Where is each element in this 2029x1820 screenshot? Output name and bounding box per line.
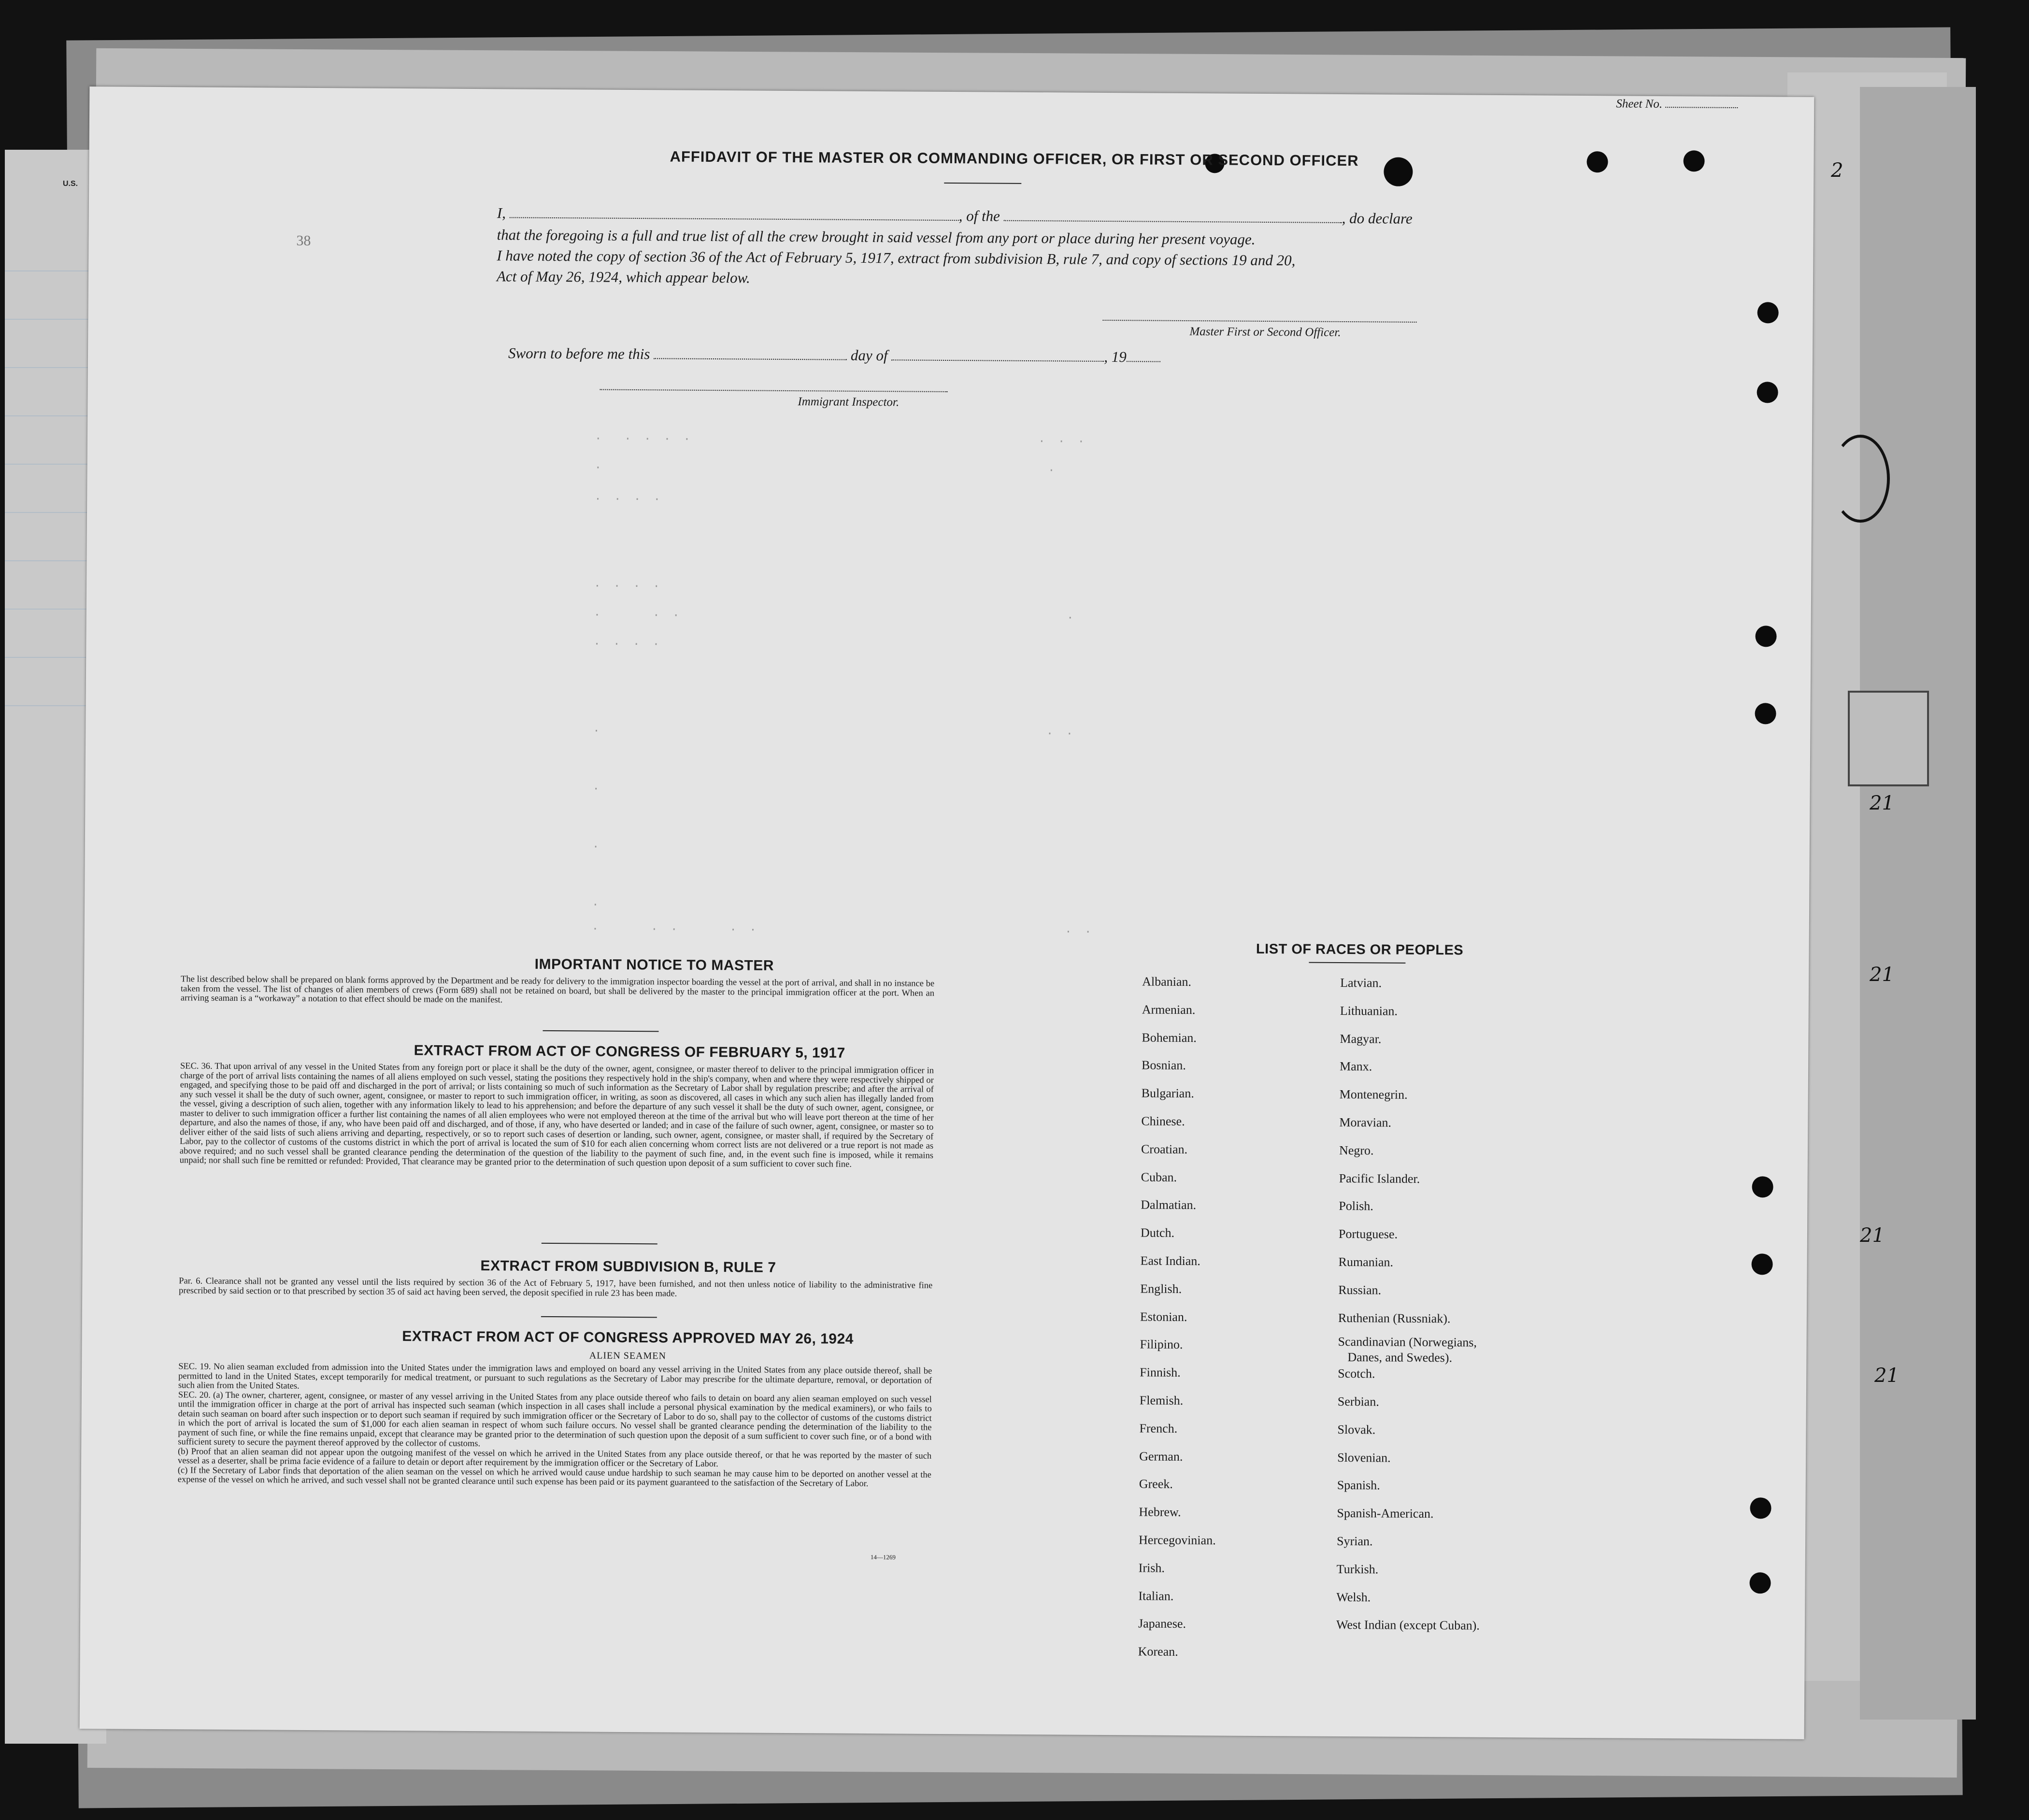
race-item: Japanese.: [1138, 1616, 1186, 1631]
race-item: Lithuanian.: [1340, 1003, 1398, 1018]
race-item: Scandinavian (Norwegians,: [1338, 1335, 1477, 1350]
race-item: Portuguese.: [1338, 1227, 1398, 1241]
punch-hole: [1683, 150, 1704, 171]
punch-hole: [1755, 626, 1776, 647]
race-item: Magyar.: [1340, 1031, 1382, 1046]
section-20b: (b) Proof that an alien seaman did not appear upon the outgoing manifest of the vessel on which he arrived in the United States from any place outside thereof, or that he was reported by the master of such vessel as a deserter, shall be prima facie evidence of a failure to detain or deport after requirement by the immigration officer or the Secretary of Labor.: [177, 1446, 932, 1469]
race-item: Pacific Islander.: [1339, 1171, 1420, 1186]
handwritten-circle-mark: [1831, 435, 1890, 523]
race-item: Bulgarian.: [1141, 1086, 1194, 1101]
extract-1924-text: [178, 1362, 932, 1489]
race-item: Negro.: [1339, 1143, 1374, 1158]
race-item: Polish.: [1339, 1199, 1373, 1213]
race-item: East Indian.: [1140, 1253, 1200, 1268]
race-item: Dutch.: [1140, 1225, 1175, 1240]
race-item: Danes, and Swedes).: [1347, 1350, 1453, 1365]
count-mark: 21: [1860, 1224, 1885, 1247]
race-item: German.: [1139, 1449, 1183, 1464]
race-item: Moravian.: [1339, 1115, 1392, 1130]
race-item: Albanian.: [1142, 974, 1192, 989]
notice-title: IMPORTANT NOTICE TO MASTER: [534, 956, 774, 974]
race-item: Bohemian.: [1142, 1030, 1197, 1045]
race-item: Cuban.: [1141, 1170, 1177, 1184]
race-item: Turkish.: [1336, 1562, 1379, 1577]
punch-hole: [1752, 1176, 1773, 1197]
race-item: Ruthenian (Russniak).: [1338, 1310, 1451, 1325]
race-item: Welsh.: [1336, 1590, 1371, 1604]
race-item: Bosnian.: [1141, 1058, 1186, 1073]
extract-1917-title: EXTRACT FROM ACT OF CONGRESS OF FEBRUARY 5, 1917: [414, 1042, 845, 1061]
sheet-number-label: Sheet No.: [1616, 94, 1738, 112]
race-item: Italian.: [1138, 1589, 1174, 1603]
affidavit-title: AFFIDAVIT OF THE MASTER OR COMMANDING OFFICER, OR FIRST OR SECOND OFFICER: [670, 148, 1359, 170]
punch-hole: [1757, 382, 1778, 403]
manifest-back-page: Sheet No. 38 AFFIDAVIT OF THE MASTER OR COMMANDING OFFICER, OR FIRST OR SECOND OFFICER I, , of the , do declare that the foregoing is a full and true list of all the crew brought in said vessel from any port or place during her present voyage. I have noted the copy of section 36 of the Act of February 5, 1917, extract from subdivision B, rule 7, and copy of sections 19 and 20, Act of May 26, 1924, which appear below. Master First or Second Officer. Sworn to before me this day of , 19 Immigrant Inspector. . . . . . . . . . . . . . . . . . . . . . . . . . . . . . . . . . . . . . . . IMPORTANT NOTICE TO MASTER The list described below shall be prepared on blank forms approved by the Department and be ready for delivery to the immigration inspector boarding the vessel at the port of arrival, and shall in no instance be taken from the vessel. The list of changes of alien members of crews (Form 689) shall not be retained on board, but shall be delivered by the master to the principal immigration officer at the port. When an arriving seaman is a “workaway” a notation to that effect should be made on the manifest. EXTRACT FROM ACT OF CONGRESS OF FEBRUARY 5, 1917 SEC. 36. That upon arrival of any vessel in the United States from any foreign port or place it shall be the duty of the owner, agent, consignee, or master thereof to deliver to the principal immigration officer in charge of the port of arrival lists containing the names of all aliens employed on such vessel, stating the positions they respectively hold in the ship's company, when and where they were respectively shipped or engaged, and specifying those to be paid off and discharged in the port of arrival; or lists containing so much of such information as the Secretary of Labor shall by regulation prescribe; and after the arrival of any such vessel it shall be the duty of such owner, agent, consignee, or master to report to such immigration officer, in writing, as soon as discovered, all cases in which any such alien has illegally landed from the vessel, giving a description of such alien, together with any information likely to lead to his apprehension; and before the departure of any such vessel it shall be the duty of such owner, agent, consignee, or master to deliver to such immigration officer a further list containing the names of all alien employees who were not employed thereon at the time of the arrival but who will leave port thereon at the time of her departure, and also the names of those, if any, who have been paid off and discharged, and of those, if any, who have deserted or landed; and in case of the failure of such owner, agent, consignee, or master so to deliver either of the said lists of such aliens arriving and departing, respectively, or so to report such cases of desertion or landing, such owner, agent, consignee, or master shall, if required by the Secretary of Labor, pay to the collector of customs of the customs district in which the port of arrival is located the sum of $10 for each alien concerning whom correct lists are not delivered or a true report is not made as above required; and no such vessel shall be granted clearance pending the determination of the question of the liability to the payment of such fine, and, in the event such fine is imposed, while it remains unpaid; nor shall such fine be remitted or refunded: Provided, That clearance may be granted prior to the determination of such question upon deposit of a sum sufficient to cover such fine. EXTRACT FROM SUBDIVISION B, RULE 7 Par. 6. Clearance shall not be granted any vessel until the lists required by section 36 of the Act of February 5, 1917, have been furnished, and not then unless notice of liability to the administrative fine prescribed by said section or to that prescribed by section 35 of said act having been served, the deposit specified in rule 23 has been made. EXTRACT FROM ACT OF CONGRESS APPROVED MAY 26, 1924 ALIEN SEAMEN SEC. 19. No alien seaman excluded from admission into the United States under the immigration laws and employed on board any vessel arriving in the United States from any place outside thereof, shall be permitted to land in the United States, except temporarily for medical treatment, or pursuant to such regulations as the Secretary of Labor may prescribe for the ultimate departure, removal, or deportation of such alien from the United States. SEC. 20. (a) The owner, charterer, agent, consignee, or master of any vessel arriving in the United States from any place outside thereof who fails to detain on board any alien seaman employed on such vessel until the immigration officer in charge at the port of arrival has inspected such seaman (which inspection in all cases shall include a personal physical examination by the medical examiners), or who fails to detain such seaman on board after such inspection or to deport such seaman if required by such immigration officer or the Secretary of Labor to do so, shall pay to the collector of customs of the customs district in which the port of arrival is located the sum of $1,000 for each alien seaman in respect of whom such failure occurs. No vessel shall be granted clearance pending the determination of the liability to the payment of such fine, or while the fine remains unpaid, except that clearance may be granted prior to the determination of such question upon the deposit of a sum sufficient to cover such fine, or of a bond with sufficient surety to secure the payment thereof approved by the collector of customs. (b) Proof that an alien seaman did not appear upon the outgoing manifest of the vessel on which he arrived in the United States from any place outside thereof, or that he was reported by the master of such vessel as a deserter, shall be prima facie evidence of a failure to detain or deport after requirement by the immigration officer or the Secretary of Labor. (c) If the Secretary of Labor finds that deportation of the alien seaman on the vessel on which he arrived would cause undue hardship to such seaman he may cause him to be deported on another vessel at the expense of the vessel on which he arrived, and such vessel shall not be granted clearance until such expense has been paid or its payment guaranteed to the satisfaction of the Secretary of Labor. 14—1269 LIST OF RACES OR PEOPLES Albanian. Armenian. Bohemian. Bosnian. Bulgarian. Chinese. Croatian. Cuban. Dalmatian. Dutch. East Indian. English. Estonian. Filipino. Finnish. Flemish. French. German. Greek. Hebrew. Hercegovinian. Irish. Italian. Japanese. Korean. Latvian. Lithuanian. Magyar. Manx. Montenegrin. Moravian. Negro. Pacific Islander. Polish. Portuguese. Rumanian. Russian. Ruthenian (Russniak). Scandinavian (Norwegians, Danes, and Swedes). Scotch. Serbian. Slovak. Slovenian. Spanish. Spanish-American. Syrian. Turkish. Welsh. West Indian (except Cuban).: [80, 86, 1815, 1739]
race-item: Croatian.: [1141, 1142, 1188, 1156]
race-item: Slovak.: [1337, 1422, 1376, 1437]
right-underlying-sheet: [1860, 87, 1976, 1720]
race-item: English.: [1140, 1281, 1182, 1296]
master-signature-label: Master First or Second Officer.: [1189, 325, 1341, 339]
extract-1924-subtitle: ALIEN SEAMEN: [589, 1350, 667, 1362]
races-title: LIST OF RACES OR PEOPLES: [1256, 941, 1464, 958]
punch-hole: [1749, 1572, 1771, 1593]
race-item: Hercegovinian.: [1138, 1533, 1216, 1548]
faint-margin-number: 38: [296, 232, 311, 249]
race-item: Filipino.: [1140, 1337, 1183, 1352]
race-item: Estonian.: [1140, 1309, 1187, 1324]
punch-hole: [1586, 151, 1608, 172]
extract-rule7-text: Par. 6. Clearance shall not be granted any vessel until the lists required by section 36 of the Act of February 5, 1917, have been furnished, and not then unless notice of liability to the administrative fine prescribed by said section or to that prescribed by section 35 of said act having been served, the deposit specified in rule 23 has been made.: [179, 1276, 933, 1299]
race-item: Korean.: [1138, 1644, 1178, 1659]
extract-rule7-title: EXTRACT FROM SUBDIVISION B, RULE 7: [480, 1258, 776, 1276]
count-mark: 21: [1870, 964, 1894, 986]
race-item: Latvian.: [1340, 975, 1382, 990]
extract-1924-title: EXTRACT FROM ACT OF CONGRESS APPROVED MAY 26, 1924: [402, 1328, 854, 1347]
notice-text: The list described below shall be prepared on blank forms approved by the Department and be ready for delivery to the immigration inspector boarding the vessel at the port of arrival, and shall in no instance be taken from the vessel. The list of changes of alien members of crews (Form 689) shall not be retained on board, but shall be delivered by the master to the principal immigration officer at the port. When an arriving seaman is a “workaway” a notation to that effect should be made on the manifest.: [180, 974, 935, 1005]
section-19: SEC. 19. No alien seaman excluded from admission into the United States under the immigration laws and employed on board any vessel arriving in the United States from any place outside thereof, shall be permitted to land in the United States, except temporarily for medical treatment, or pursuant to such regulations as the Secretary of Labor may prescribe for the ultimate departure, removal, or deportation of such alien from the United States.: [178, 1362, 932, 1391]
race-item: Montenegrin.: [1339, 1087, 1408, 1102]
punch-hole: [1750, 1497, 1771, 1519]
extract-1917-text: SEC. 36. That upon arrival of any vessel in the United States from any foreign port or place it shall be the duty of the owner, agent, consignee, or master thereof to deliver to the principal immigration officer in charge of the port of arrival lists containing the names of all aliens employed on such vessel, stating the positions they respectively hold in the ship's company, when and where they were respectively shipped or engaged, and specifying those to be paid off and discharged in the port of arrival; or lists containing so much of such information as the Secretary of Labor shall by regulation prescribe; and after the arrival of any such vessel it shall be the duty of such owner, agent, consignee, or master to report to such immigration officer, in writing, as soon as discovered, all cases in which any such alien has illegally landed from the vessel, giving a description of such alien, together with any information likely to lead to his apprehension; and before the departure of any such vessel it shall be the duty of such owner, agent, consignee, or master to deliver to such immigration officer a further list containing the names of all alien employees who were not employed thereon at the time of the arrival but who will leave port thereon at the time of her departure, and also the names of those, if any, who have been paid off and discharged, and of those, if any, who have deserted or landed; and in case of the failure of such owner, agent, consignee, or master so to deliver either of the said lists of such aliens arriving and departing, respectively, or so to report such cases of desertion or landing, such owner, agent, consignee, or master shall, if required by the Secretary of Labor, pay to the collector of customs of the customs district in which the port of arrival is located the sum of $10 for each alien concerning whom correct lists are not delivered or a true report is not made as above required; and no such vessel shall be granted clearance pending the determination of the question of the liability to the payment of such fine, and, in the event such fine is imposed, while it remains unpaid; nor shall such fine be remitted or refunded: Provided, That clearance may be granted prior to the determination of such question upon deposit of a sum sufficient to cover such fine.: [179, 1061, 934, 1169]
section-20c: (c) If the Secretary of Labor finds that deportation of the alien seaman on the vessel on which he arrived would cause undue hardship to such seaman he may cause him to be deported on another vessel at the expense of the vessel on which he arrived, and such vessel shall not be granted clearance until such expense has been paid or its payment guaranteed to the satisfaction of the Secretary of Labor.: [177, 1465, 931, 1489]
count-mark: 21: [1870, 792, 1894, 814]
race-item: Spanish.: [1337, 1478, 1380, 1493]
affidavit-line-3: I have noted the copy of section 36 of the Act of February 5, 1917, extract from subdivision B, rule 7, and copy of sections 19 and 20,: [497, 247, 1296, 269]
race-item: Scotch.: [1338, 1366, 1375, 1381]
affidavit-line-2: that the foregoing is a full and true list of all the crew brought in said vessel from any port or place during her present voyage.: [497, 226, 1256, 248]
punch-hole: [1755, 703, 1776, 724]
inspector-signature-label: Immigrant Inspector.: [798, 395, 900, 409]
race-item: West Indian (except Cuban).: [1336, 1618, 1480, 1633]
race-item: Slovenian.: [1337, 1450, 1391, 1465]
race-item: Dalmatian.: [1141, 1197, 1197, 1212]
race-item: Hebrew.: [1139, 1505, 1181, 1520]
race-item: Manx.: [1339, 1059, 1372, 1074]
section-20a: SEC. 20. (a) The owner, charterer, agent, consignee, or master of any vessel arriving in the United States from any place outside thereof who fails to detain on board any alien seaman employed on such vessel until the immigration officer in charge at the port of arrival has inspected such seaman (which inspection in all cases shall include a personal physical examination by the medical examiners), or who fails to detain such seaman on board after such inspection or to deport such seaman if required by such immigration officer or the Secretary of Labor to do so, shall pay to the collector of customs of the customs district in which the port of arrival is located the sum of $1,000 for each alien seaman in respect of whom such failure occurs. No vessel shall be granted clearance pending the determination of the liability to the payment of such fine, or while the fine remains unpaid, except that clearance may be granted prior to the determination of such question upon the deposit of a sum sufficient to cover such fine, or of a bond with sufficient surety to secure the payment thereof approved by the collector of customs.: [178, 1390, 932, 1449]
punch-hole: [1757, 302, 1778, 323]
stamp-box: [1848, 691, 1929, 786]
race-item: Chinese.: [1141, 1114, 1185, 1129]
punch-hole: [1751, 1253, 1772, 1275]
master-signature-line: [1102, 320, 1416, 323]
affidavit-line-1: I, , of the , do declare: [497, 204, 1413, 227]
race-item: Finnish.: [1140, 1365, 1181, 1380]
race-item: Syrian.: [1336, 1534, 1373, 1549]
race-item: Greek.: [1139, 1477, 1173, 1492]
race-item: French.: [1139, 1421, 1178, 1436]
race-item: Rumanian.: [1338, 1254, 1394, 1269]
inspector-signature-line: [600, 389, 948, 392]
count-mark: 21: [1874, 1365, 1899, 1387]
left-tab-label: U.S.: [63, 180, 78, 188]
race-item: Spanish-American.: [1337, 1506, 1434, 1521]
affidavit-line-4: Act of May 26, 1924, which appear below.: [496, 268, 750, 286]
sworn-line: Sworn to before me this day of , 19: [508, 342, 1160, 367]
race-item: Irish.: [1138, 1561, 1165, 1575]
race-item: Serbian.: [1337, 1394, 1379, 1409]
race-item: Flemish.: [1139, 1393, 1184, 1408]
form-code: 14—1269: [870, 1553, 896, 1561]
race-item: Russian.: [1338, 1282, 1382, 1297]
page-number-handwritten: 2: [1831, 159, 1843, 182]
race-item: Armenian.: [1142, 1002, 1196, 1017]
